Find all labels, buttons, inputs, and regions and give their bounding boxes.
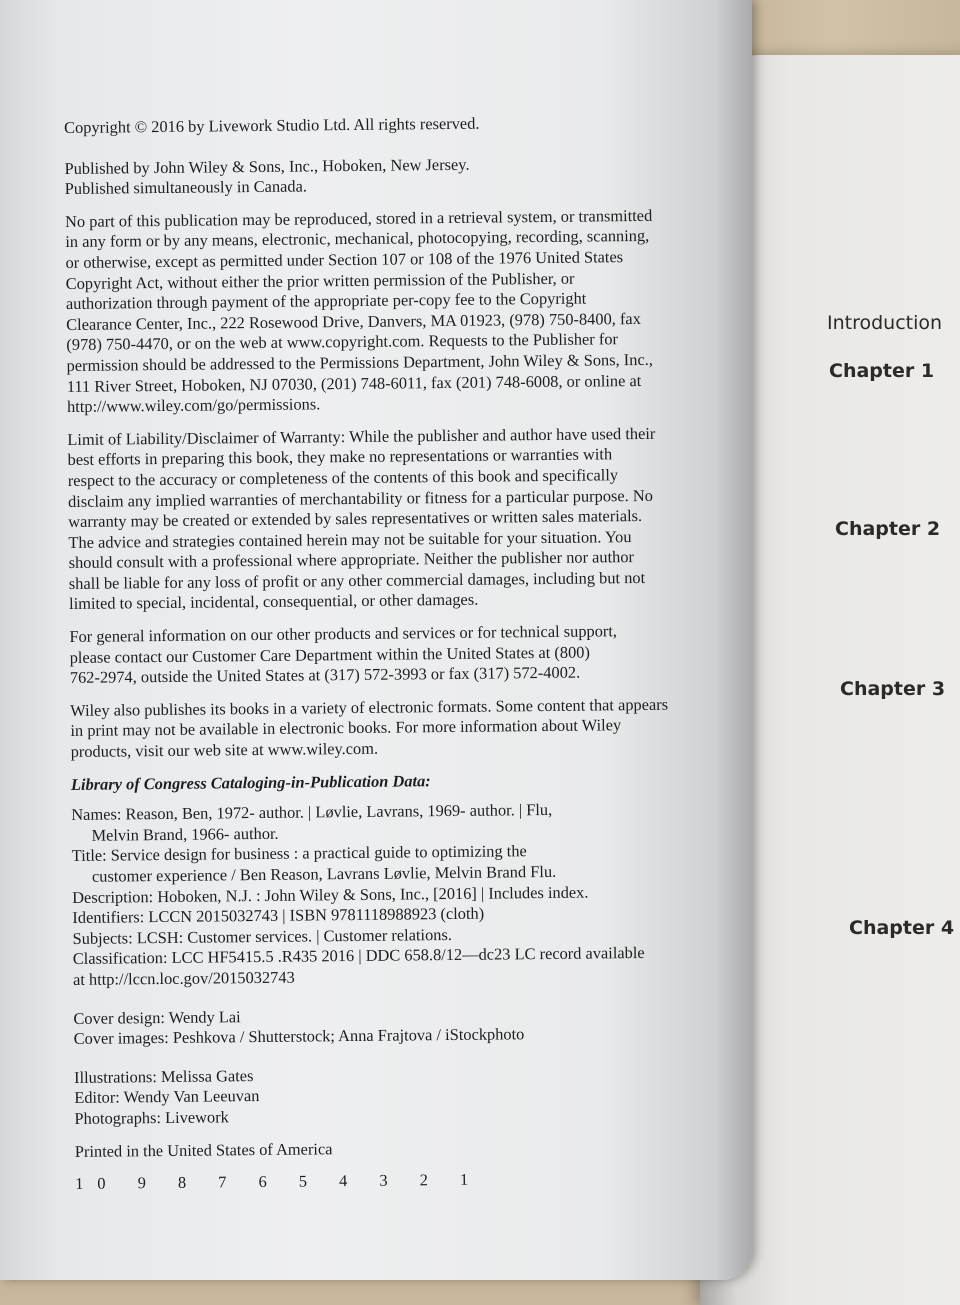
cip-line: Subjects: LCSH: Customer services. | Customer relations.	[72, 924, 452, 948]
permissions-line: http://www.wiley.com/go/permissions.	[66, 394, 321, 417]
liability-line: warranty may be created or extended by sales representatives or written sales materials.	[68, 506, 643, 532]
support-paragraph	[69, 620, 725, 689]
formats-paragraph	[70, 694, 726, 763]
cip-line: Identifiers: LCCN 2015032743 | ISBN 9781118988923 (cloth)	[72, 903, 485, 928]
liability-line: The advice and strategies contained herein may not be suitable for your situation. You	[68, 526, 632, 552]
permissions-line: authorization through payment of the appropriate per-copy fee to the Copyright	[65, 288, 587, 314]
publisher-line: Published simultaneously in Canada.	[64, 176, 308, 199]
permissions-line: No part of this publication may be reproduced, stored in a retrieval system, or transmitted	[64, 205, 653, 231]
cip-record	[71, 798, 728, 990]
liability-line: respect to the accuracy or completeness of the contents of this book and specifically	[67, 465, 619, 490]
permissions-line: Copyright Act, without either the prior written permission of the Publisher, or	[65, 268, 575, 293]
other-credits	[74, 1061, 730, 1130]
credit-line: Cover design: Wendy Lai	[73, 1006, 241, 1028]
liability-line: limited to special, incidental, consequential, or other damages.	[68, 590, 479, 614]
permissions-line: Clearance Center, Inc., 222 Rosewood Drive, Danvers, MA 01923, (978) 750-8400, fax	[66, 308, 641, 334]
formats-line: in print may not be available in electronic books. For more information about Wiley	[70, 715, 622, 741]
support-line: please contact our Customer Care Department within the United States at (800)	[69, 642, 590, 667]
toc-label-chapter-1: Chapter 1	[829, 360, 935, 382]
toc-label-chapter-2: Chapter 2	[835, 518, 941, 540]
credit-line: Cover images: Peshkova / Shutterstock; Anna Frajtova / iStockphoto	[73, 1024, 525, 1049]
cip-line: Names: Reason, Ben, 1972- author. | Løvlie, Lavrans, 1969- author. | Flu,	[71, 800, 553, 825]
credit-line: Editor: Wendy Van Leeuvan	[74, 1086, 260, 1108]
permissions-line: (978) 750-4470, or on the web at www.copyright.com. Requests to the Publisher for	[66, 329, 619, 355]
toc-label-introduction: Introduction	[827, 312, 943, 334]
publisher-line: Published by John Wiley & Sons, Inc., Hoboken, New Jersey.	[64, 154, 470, 178]
support-line: For general information on our other products and services or for technical support,	[69, 621, 618, 647]
permissions-line: in any form or by any means, electronic, mechanical, photocopying, recording, scanning,	[65, 226, 650, 252]
cip-line: Description: Hoboken, N.J. : John Wiley & Sons, Inc., [2016] | Includes index.	[72, 882, 589, 907]
permissions-line: permission should be addressed to the Permissions Department, John Wiley & Sons, Inc.,	[66, 349, 653, 375]
permissions-line: 111 River Street, Hoboken, NJ 07030, (201) 748-6011, fax (201) 748-6008, or online at	[66, 370, 642, 396]
cip-line: Classification: LCC HF5415.5 .R435 2016 | DDC 658.8/12—dc23 LC record available	[72, 943, 645, 969]
cip-line: Melvin Brand, 1966- author.	[91, 823, 279, 845]
toc-label-chapter-3: Chapter 3	[840, 678, 946, 700]
printer-key-line: 10 9 8 7 6 5 4 3 2 1	[75, 1169, 483, 1194]
copyright-line: Copyright © 2016 by Livework Studio Ltd. All rights reserved.	[64, 113, 480, 137]
publisher-info	[64, 152, 719, 200]
liability-line: disclaim any implied warranties of merchantability or fitness for a particular purpose. No	[67, 485, 653, 511]
formats-line: products, visit our web site at www.wiley.com.	[70, 738, 379, 761]
liability-paragraph	[67, 423, 724, 615]
copyright-text-block	[64, 111, 730, 1207]
cip-line: customer experience / Ben Reason, Lavrans Løvlie, Melvin Brand Flu.	[91, 861, 557, 886]
cip-line: Title: Service design for business : a practical guide to optimizing the	[71, 841, 527, 866]
toc-label-chapter-4: Chapter 4	[849, 917, 955, 939]
liability-line: best efforts in preparing this book, they make no representations or warranties with	[67, 444, 613, 470]
permissions-paragraph	[65, 205, 722, 418]
liability-line: Limit of Liability/Disclaimer of Warranty: While the publisher and author have used their	[67, 423, 656, 449]
liability-line: should consult with a professional where appropriate. Neither the publisher nor author	[68, 547, 635, 573]
credit-line: Photographs: Livework	[74, 1107, 229, 1128]
printed-in-line: Printed in the United States of America	[74, 1138, 333, 1161]
cip-line: at http://lccn.loc.gov/2015032743	[72, 967, 295, 989]
support-line: 762-2974, outside the United States at (317) 572-3993 or fax (317) 572-4002.	[69, 662, 581, 688]
formats-line: Wiley also publishes its books in a variety of electronic formats. Some content that appears	[70, 694, 669, 720]
cover-credits	[73, 1002, 728, 1050]
credit-line: Illustrations: Melissa Gates	[73, 1065, 254, 1087]
liability-line: shall be liable for any loss of profit or any other commercial damages, including but not	[68, 567, 646, 593]
permissions-line: or otherwise, except as permitted under Section 107 or 108 of the 1976 United States	[65, 247, 624, 272]
cip-heading: Library of Congress Cataloging-in-Publication Data:	[70, 770, 431, 794]
